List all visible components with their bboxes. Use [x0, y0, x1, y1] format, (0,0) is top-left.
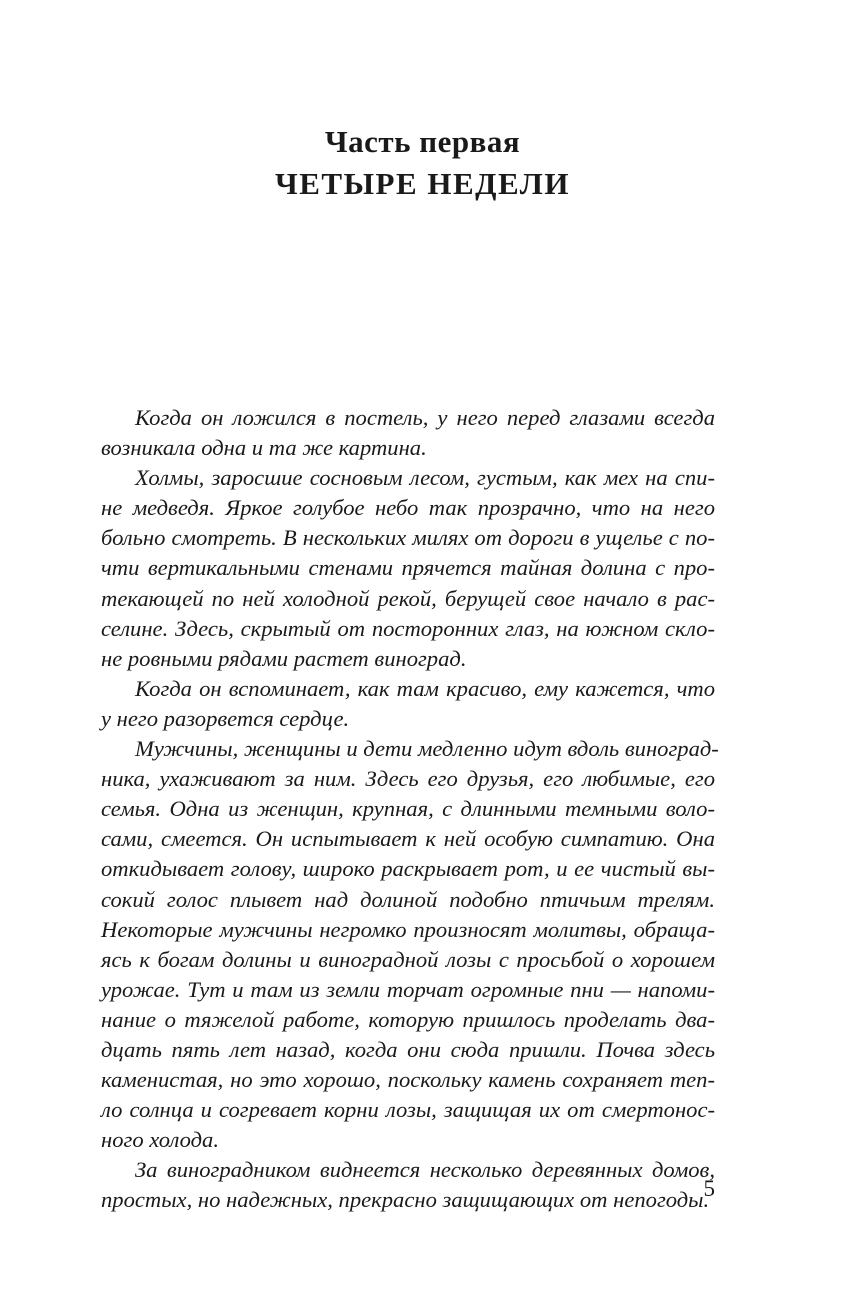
text-line: ясь к богам долины и виноградной лозы с просьбой о хорошем	[101, 946, 715, 972]
text-line: Когда он ложился в постель, у него перед глазами всегда	[135, 405, 715, 430]
text-line: сокий голос плывет над долиной подобно птичьим трелям.	[101, 886, 715, 912]
text-line: ло солнца и согревает корни лозы, защищая их от смертонос-	[101, 1097, 715, 1123]
page-number: 5	[703, 1176, 715, 1201]
text-line: откидывает голову, широко раскрывает рот, и ее чистый вы-	[101, 856, 715, 882]
text-line: не ровными рядами растет виноград.	[101, 645, 467, 671]
text-line: больно смотреть. В нескольких милях от дороги в ущелье с по-	[101, 525, 715, 551]
text-line: Мужчины, женщины и дети медленно идут вдоль виноград-	[135, 736, 719, 762]
text-line: семья. Одна из женщин, крупная, с длинными темными воло-	[101, 796, 715, 822]
text-line: возникала одна и та же картина.	[101, 435, 427, 461]
paragraph	[101, 403, 715, 463]
text-line: каменистая, но это хорошо, поскольку камень сохраняет теп-	[101, 1067, 715, 1093]
text-line: простых, но надежных, прекрасно защищающих от непогоды.	[101, 1187, 710, 1213]
text-line: дцать пять лет назад, когда они сюда пришли. Почва здесь	[101, 1036, 715, 1062]
text-line: нание о тяжелой работе, которую пришлось проделать два-	[101, 1006, 715, 1032]
paragraph	[101, 1155, 715, 1215]
text-line: Когда он вспоминает, как там красиво, ему кажется, что	[135, 675, 715, 701]
text-line: сами, смеется. Он испытывает к ней особую симпатию. Она	[101, 826, 715, 852]
text-line: урожае. Тут и там из земли торчат огромные пни — напоми-	[101, 976, 715, 1002]
text-line: ного холода.	[101, 1127, 219, 1153]
paragraph	[101, 674, 715, 734]
paragraph	[101, 463, 715, 674]
text-line: Некоторые мужчины негромко произносят молитвы, обраща-	[101, 916, 715, 942]
text-line: Холмы, заросшие сосновым лесом, густым, как мех на спи-	[135, 465, 715, 491]
part-label: Часть первая	[324, 124, 521, 159]
text-line: селине. Здесь, скрытый от посторонних глаз, на южном скло-	[101, 615, 715, 641]
paragraph	[101, 734, 719, 1155]
body-text	[101, 403, 719, 1216]
text-line: ника, ухаживают за ним. Здесь его друзья, его любимые, его	[101, 766, 715, 792]
text-line: За виноградником виднеется несколько деревянных домов,	[135, 1157, 715, 1183]
text-line: текающей по ней холодной рекой, берущей свое начало в рас-	[101, 585, 715, 611]
text-line: не медведя. Яркое голубое небо так прозрачно, что на него	[101, 495, 715, 521]
text-line: чти вертикальными стенами прячется тайная долина с про-	[101, 555, 715, 581]
part-title: ЧЕТЫРЕ НЕДЕЛИ	[274, 166, 570, 201]
text-line: у него разорвется сердце.	[101, 705, 350, 731]
